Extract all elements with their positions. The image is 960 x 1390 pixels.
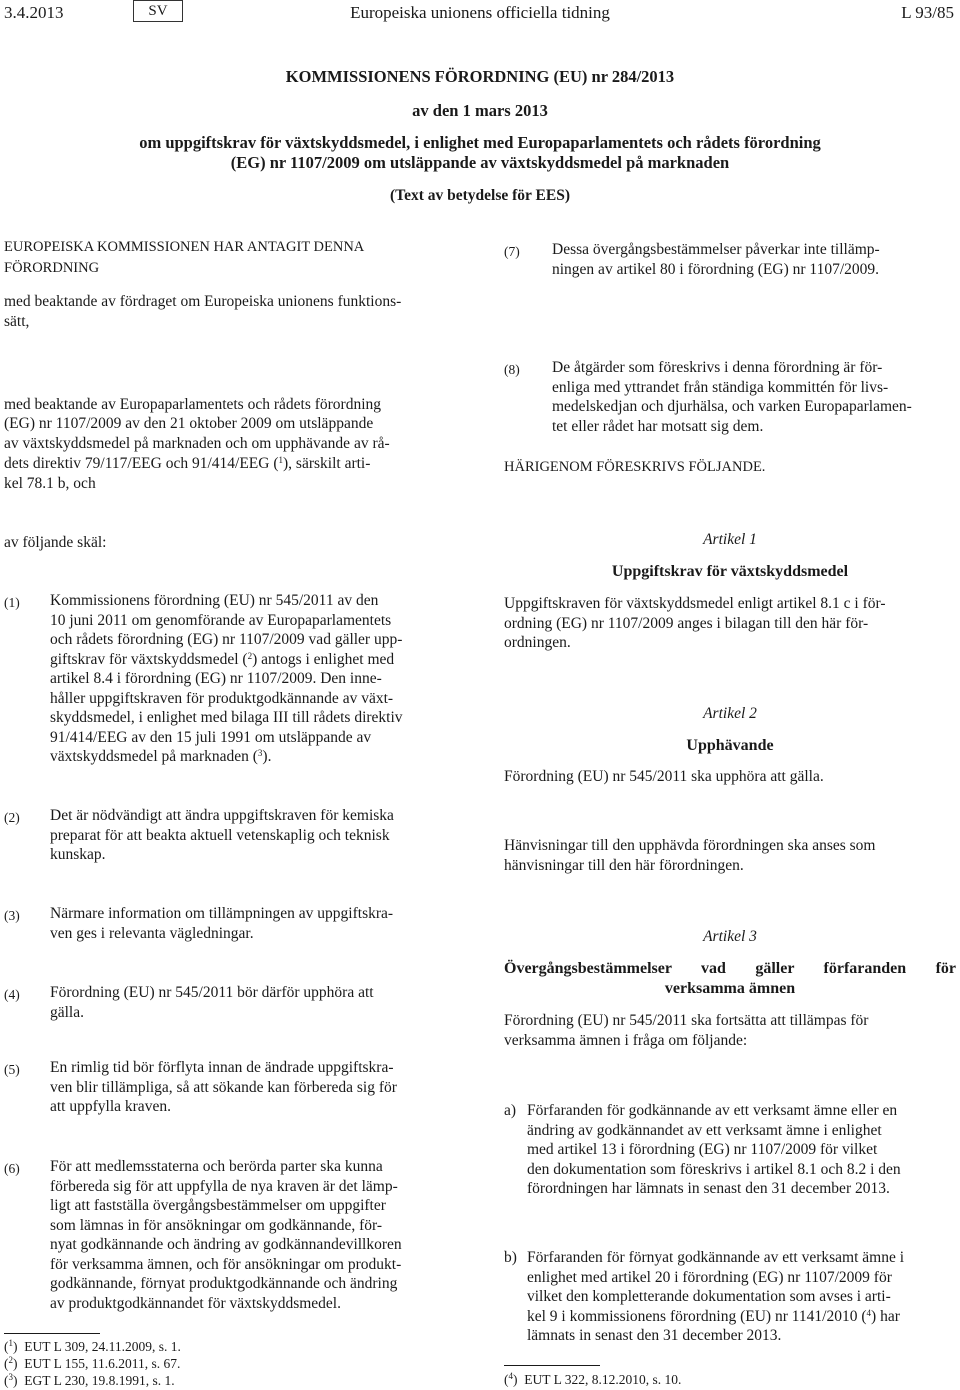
language-badge: SV bbox=[133, 0, 183, 22]
page-reference: L 93/85 bbox=[901, 3, 954, 22]
recital-5-number: (5) bbox=[4, 1062, 20, 1077]
recital-4: Förordning (EU) nr 545/2011 bör därför upphöra att gälla. bbox=[50, 984, 374, 1021]
recital-6: För att medlemsstaterna och berörda parter ska kunna förbereda sig för att uppfylla de nya kraven är det lämp- ligt att fastställa övergångsbestämmelser om uppgifter som lämnas in för ansökningar om godkännande, för- nyat godkännande och ändring av godkännandevillkoren för verksamma ämnen, och för ansökningar om produkt- godkännande, förnyat produktgodkännande och ändring av produktgodkännandet för växtskyddsmedel. bbox=[50, 1158, 402, 1312]
article-3-intro: Förordning (EU) nr 545/2011 ska fortsätta att tillämpas för verksamma ämnen i fråga om följande: bbox=[504, 1012, 869, 1049]
footnote-4: ($^4$) EUT L 322, 8.12.2010, s. 10. bbox=[504, 1371, 682, 1387]
citation-regulation-line-3: av växtskyddsmedel på marknaden och om upphävande av rå- bbox=[4, 435, 390, 452]
regulation-date: av den 1 mars 2013 bbox=[412, 101, 548, 120]
recital-8: De åtgärder som föreskrivs i denna förordning är för- enliga med yttrandet från ständiga kommittén för livs- medelskedjan och djurhälsa, och varken Europaparlamen- tet eller rådet har motsatt sig dem. bbox=[552, 359, 912, 435]
recital-1: Kommissionens förordning (EU) nr 545/2011 av den 10 juni 2011 om genomförande av Europaparlamentets och rådets förordning (EG) nr 1107/2009 vad gäller upp- giftskrav för växtskyddsmedel ($^2$) antogs i enlighet med artikel 8.4 i förordning (EG) nr 1107/2009. Den inne- håller uppgiftskraven för produktgodkännande av växt- skyddsmedel, i enlighet med bilaga III till rådets direktiv 91/414/EEG av den 15 juli 1991 om utsläppande av växtskyddsmedel på marknaden ($^3$). bbox=[50, 592, 403, 765]
article-3-label: Artikel 3 bbox=[703, 928, 757, 945]
article-1-text: Uppgiftskraven för växtskyddsmedel enligt artikel 8.1 c i för- ordning (EG) nr 1107/2009 anges i bilagan till den här för- ordningen. bbox=[504, 595, 886, 651]
recital-5: En rimlig tid bör förflyta innan de ändrade uppgiftskra- ven blir tillämpliga, så att sökande kan förbereda sig för att uppfylla kraven. bbox=[50, 1059, 397, 1115]
citation-treaty-line-2: sätt, bbox=[4, 313, 30, 330]
article-2-paragraph-1: Förordning (EU) nr 545/2011 ska upphöra att gälla. bbox=[504, 768, 824, 785]
citation-treaty-line-1: med beaktande av fördraget om Europeiska unionens funktions- bbox=[4, 293, 402, 310]
journal-header bbox=[0, 0, 960, 28]
recital-3-number: (3) bbox=[4, 908, 20, 923]
recital-4-number: (4) bbox=[4, 987, 20, 1002]
recital-7: Dessa övergångsbestämmelser påverkar inte tillämp- ningen av artikel 80 i förordning (EG) nr 1107/2009. bbox=[552, 241, 880, 278]
footnote-ref-3[interactable]: 3 bbox=[257, 748, 263, 758]
recital-6-number: (6) bbox=[4, 1161, 20, 1176]
citation-regulation-line-5: kel 78.1 b, och bbox=[4, 475, 96, 492]
regulation-subject-line-2: (EG) nr 1107/2009 om utsläppande av växtskyddsmedel på marknaden bbox=[230, 153, 730, 172]
point-a: Förfaranden för godkännande av ett verksamt ämne eller en ändring av godkännandet av ett verksamt ämne i enlighet med artikel 13 i förordning (EG) nr 1107/2009 för vilket den dokumentation som föreskrivs i artikel 8.1 och 8.2 i den förordningen har lämnats in senast den 31 december 2013. bbox=[527, 1102, 901, 1197]
footnote-divider-right bbox=[504, 1365, 600, 1366]
whereas-heading: av följande skäl: bbox=[4, 534, 107, 551]
recital-2: Det är nödvändigt att ändra uppgiftskraven för kemiska preparat för att beakta aktuell vetenskaplig och teknisk kunskap. bbox=[50, 807, 394, 863]
recital-7-number: (7) bbox=[504, 244, 520, 259]
citation-regulation-line-4: dets direktiv 79/117/EEG och 91/414/EEG ($^1$), särskilt arti- bbox=[4, 455, 371, 472]
point-b-label: b) bbox=[504, 1249, 517, 1266]
regulation-subject-line-1: om uppgiftskrav för växtskyddsmedel, i enlighet med Europaparlamentets och rådets förordning bbox=[139, 133, 821, 152]
article-2-title: Upphävande bbox=[686, 737, 774, 754]
article-1-label: Artikel 1 bbox=[703, 531, 757, 548]
article-3-title: Övergångsbestämmelser vad gäller förfaranden för verksamma ämnen bbox=[504, 960, 956, 997]
recital-3: Närmare information om tillämpningen av uppgiftskra- ven ges i relevanta vägledningar. bbox=[50, 905, 394, 942]
recital-8-number: (8) bbox=[504, 362, 520, 377]
footnote-1: ($^1$) EUT L 309, 24.11.2009, s. 1. bbox=[4, 1338, 181, 1354]
enacting-formula: HÄRIGENOM FÖRESKRIVS FÖLJANDE. bbox=[504, 459, 766, 475]
adoption-intro-line-2: FÖRORDNING bbox=[4, 260, 100, 276]
footnote-3: ($^3$) EGT L 230, 19.8.1991, s. 1. bbox=[4, 1372, 175, 1388]
citation-regulation-line-1: med beaktande av Europaparlamentets och rådets förordning bbox=[4, 396, 382, 413]
recital-2-number: (2) bbox=[4, 810, 20, 825]
point-b: Förfaranden för förnyat godkännande av ett verksamt ämne i enlighet med artikel 20 i förordning (EG) nr 1107/2009 för vilket den kompletterande dokumentation som avses i arti- kel 9 i kommissionens förordning (EU) nr 1141/2010 ($^4$) har lämnats in senast den 31 december 2013. bbox=[527, 1249, 905, 1344]
adoption-intro-line-1: EUROPEISKA KOMMISSIONEN HAR ANTAGIT DENNA bbox=[4, 239, 365, 255]
article-1-title: Uppgiftskrav för växtskyddsmedel bbox=[611, 563, 849, 580]
recital-1-number: (1) bbox=[4, 595, 20, 610]
publication-date: 3.4.2013 bbox=[4, 3, 64, 22]
footnote-ref-2[interactable]: 2 bbox=[247, 650, 253, 661]
footnote-divider bbox=[4, 1333, 100, 1334]
eea-relevance: (Text av betydelse för EES) bbox=[390, 187, 570, 204]
footnote-2: ($^2$) EUT L 155, 11.6.2011, s. 67. bbox=[4, 1355, 181, 1371]
journal-title: Europeiska unionens officiella tidning bbox=[350, 3, 610, 22]
article-2-label: Artikel 2 bbox=[703, 705, 757, 722]
citation-regulation-line-2: (EG) nr 1107/2009 av den 21 oktober 2009 om utsläppande bbox=[4, 415, 374, 432]
footnote-ref-1[interactable]: 1 bbox=[278, 455, 284, 465]
article-2-paragraph-2: Hänvisningar till den upphävda förordningen ska anses som hänvisningar till den här förordningen. bbox=[504, 837, 876, 874]
footnote-ref-4[interactable]: 4 bbox=[866, 1307, 872, 1318]
point-a-label: a) bbox=[504, 1102, 517, 1119]
regulation-title: KOMMISSIONENS FÖRORDNING (EU) nr 284/2013 bbox=[285, 67, 675, 86]
